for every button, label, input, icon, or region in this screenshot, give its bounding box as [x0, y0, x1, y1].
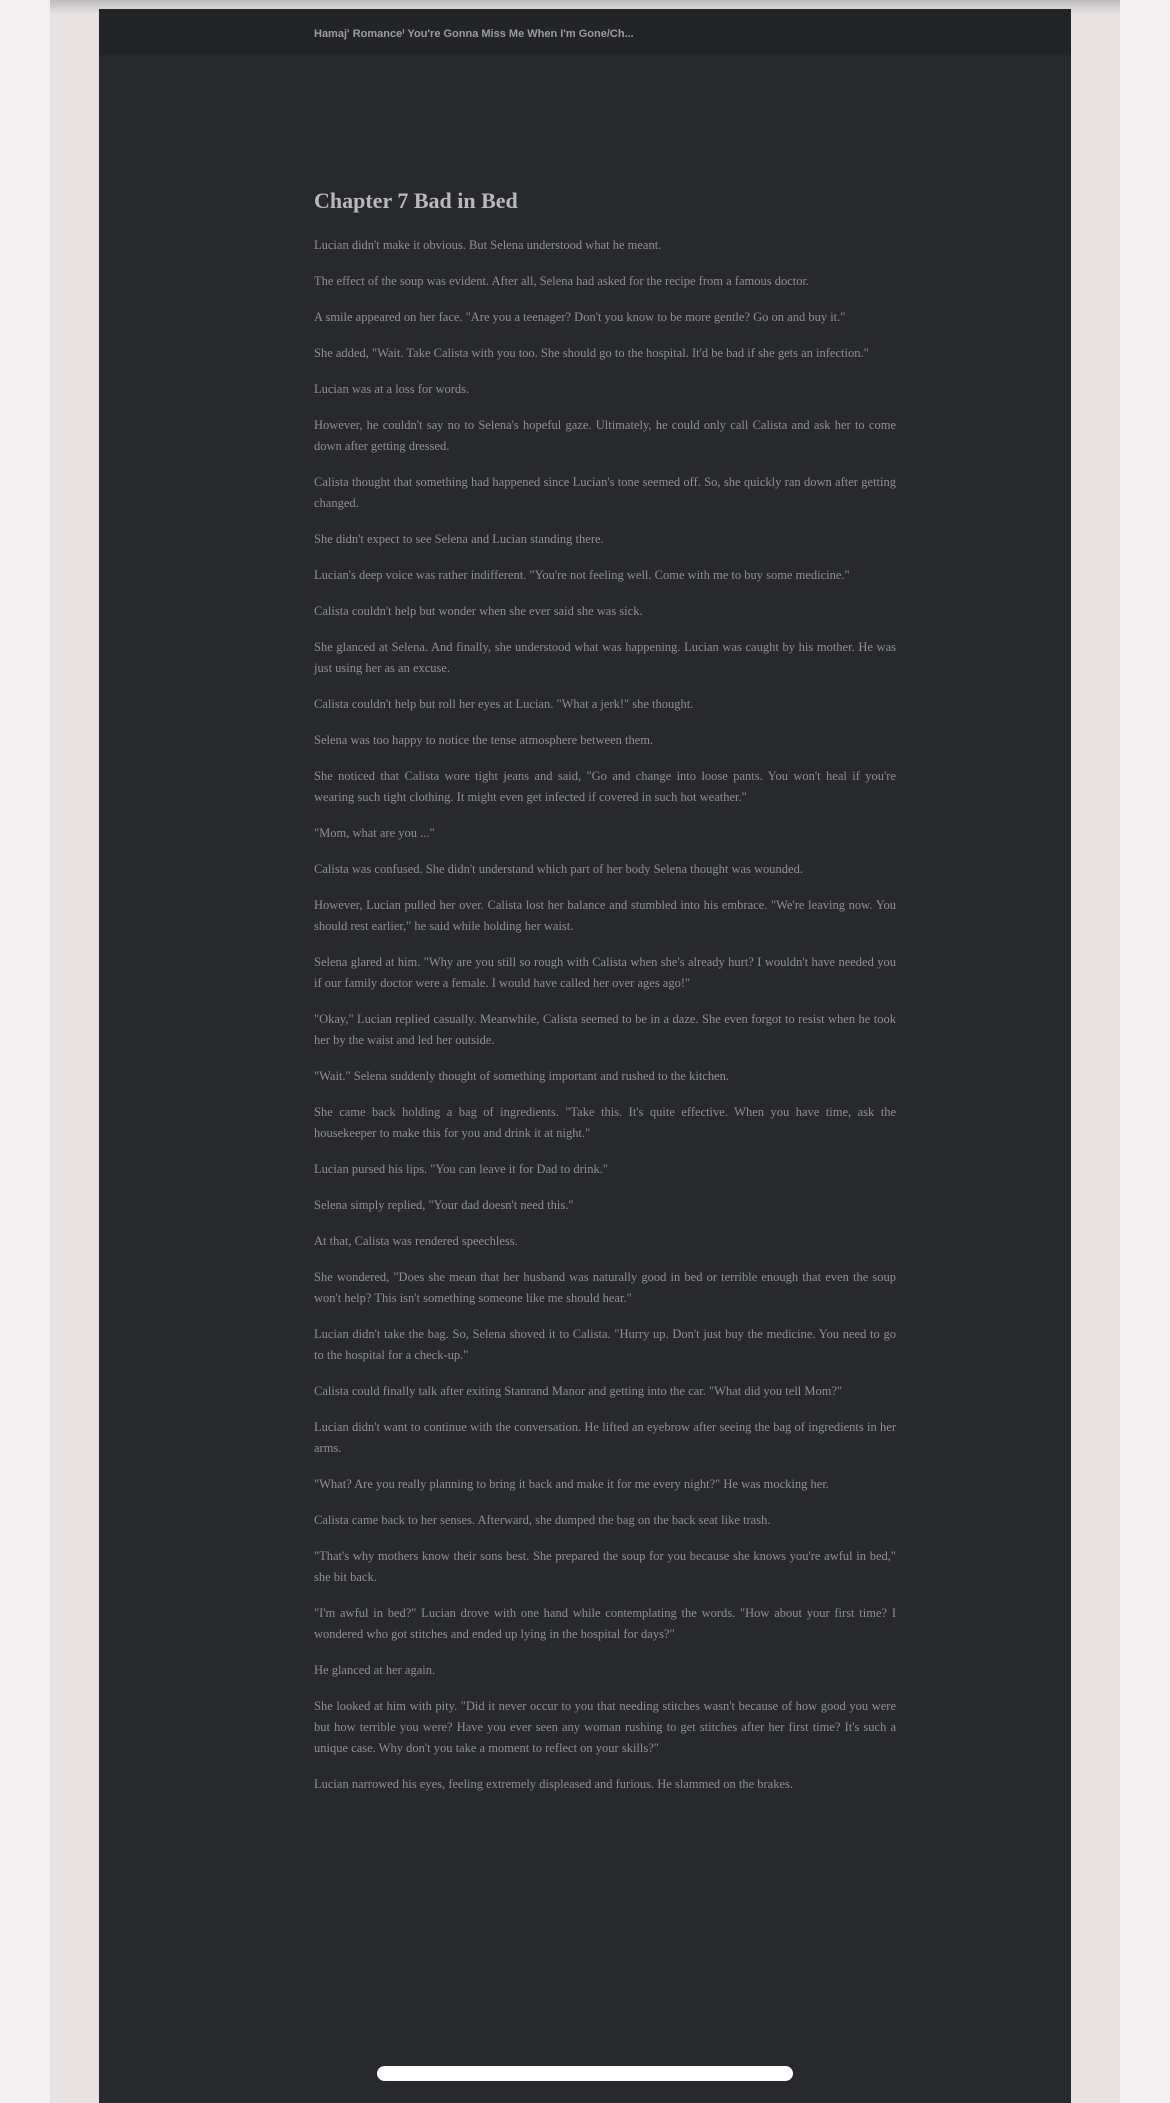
paragraph: Selena was too happy to notice the tense atmosphere between them. — [314, 733, 654, 747]
paragraph: She wondered, "Does she mean that her husband was naturally good in bed or terrible enough that even the soup won't help? This isn't something someone like me should hear." — [314, 1270, 896, 1305]
paragraph: "Mom, what are you ..." — [314, 826, 435, 840]
chapter-title: Chapter 7 Bad in Bed — [314, 188, 518, 213]
paragraph: She glanced at Selena. And finally, she understood what was happening. Lucian was caught by his mother. He was just using her as an excuse. — [314, 640, 896, 675]
paragraph: A smile appeared on her face. "Are you a teenager? Don't you know to be more gentle? Go on and buy it." — [314, 310, 846, 324]
paragraph: Calista was confused. She didn't understand which part of her body Selena thought was wounded. — [314, 862, 803, 876]
paragraph: "Wait." Selena suddenly thought of something important and rushed to the kitchen. — [314, 1069, 730, 1083]
paragraph: The effect of the soup was evident. After all, Selena had asked for the recipe from a famous doctor. — [314, 274, 810, 288]
paragraph: Calista thought that something had happened since Lucian's tone seemed off. So, she quickly ran down after getting changed. — [314, 475, 896, 510]
paragraph: Calista came back to her senses. Afterward, she dumped the bag on the back seat like trash. — [314, 1513, 771, 1527]
paragraph: At that, Calista was rendered speechless. — [314, 1234, 518, 1248]
paragraph: "Okay," Lucian replied casually. Meanwhile, Calista seemed to be in a daze. She even forgot to resist when he took her by the waist and led her outside. — [314, 1012, 896, 1047]
paragraph: Calista couldn't help but wonder when she ever said she was sick. — [314, 604, 643, 618]
reader-page[interactable] — [99, 9, 1071, 2103]
left-margin — [0, 0, 50, 2103]
paragraph: Calista couldn't help but roll her eyes at Lucian. "What a jerk!" she thought. — [314, 697, 694, 711]
paragraph: Calista could finally talk after exiting Stanrand Manor and getting into the car. "What did you tell Mom?" — [314, 1384, 843, 1398]
paragraph: Lucian didn't make it obvious. But Selena understood what he meant. — [314, 238, 662, 252]
right-margin — [1120, 0, 1170, 2103]
paragraph: She added, "Wait. Take Calista with you too. She should go to the hospital. It'd be bad if she gets an infection." — [314, 346, 869, 360]
paragraph: Lucian didn't take the bag. So, Selena shoved it to Calista. "Hurry up. Don't just buy the medicine. You need to go to the hospital for a check-up." — [314, 1327, 896, 1362]
paragraph: "What? Are you really planning to bring it back and make it for me every night?" He was mocking her. — [314, 1477, 829, 1491]
paragraph: Selena glared at him. "Why are you still so rough with Calista when she's already hurt? I wouldn't have needed you if our family doctor were a female. I would have called her over ages ago!" — [314, 955, 896, 990]
chapter-content — [314, 187, 896, 1810]
paragraph: However, Lucian pulled her over. Calista lost her balance and stumbled into his embrace. "We're leaving now. You should rest earlier," he said while holding her waist. — [314, 898, 896, 933]
paragraph: "That's why mothers know their sons best. She prepared the soup for you because she knows you're awful in bed," she bit back. — [314, 1549, 896, 1584]
paragraph: She came back holding a bag of ingredients. "Take this. It's quite effective. When you have time, ask the housekeeper to make this for you and drink it at night." — [314, 1105, 896, 1140]
paragraph: Lucian didn't want to continue with the conversation. He lifted an eyebrow after seeing the bag of ingredients in her arms. — [314, 1420, 896, 1455]
paragraph: Lucian narrowed his eyes, feeling extremely displeased and furious. He slammed on the brakes. — [314, 1777, 794, 1791]
paragraph: However, he couldn't say no to Selena's hopeful gaze. Ultimately, he could only call Calista and ask her to come down after getting dressed. — [314, 418, 896, 453]
paragraph: Lucian pursed his lips. "You can leave it for Dad to drink." — [314, 1162, 608, 1176]
paragraph: She noticed that Calista wore tight jeans and said, "Go and change into loose pants. You won't heal if you're wearing such tight clothing. It might even get infected if covered in such hot weather." — [314, 769, 896, 804]
breadcrumb[interactable]: Hamaj' Romanceⁱ You're Gonna Miss Me When I'm Gone/Ch... — [314, 28, 634, 40]
paragraph: Lucian was at a loss for words. — [314, 382, 470, 396]
home-indicator[interactable] — [377, 2066, 793, 2081]
paragraph: "I'm awful in bed?" Lucian drove with one hand while contemplating the words. "How about your first time? I wondered who got stitches and ended up lying in the hospital for days?" — [314, 1606, 896, 1641]
paragraph: He glanced at her again. — [314, 1663, 436, 1677]
paragraph: Lucian's deep voice was rather indifferent. "You're not feeling well. Come with me to buy some medicine." — [314, 568, 850, 582]
paragraph: She looked at him with pity. "Did it never occur to you that needing stitches wasn't because of how good you were but how terrible you were? Have you ever seen any woman rushing to get stitches after her first time? It's such a unique case. Why don't you take a moment to reflect on your skills?" — [314, 1699, 896, 1755]
paragraph: She didn't expect to see Selena and Lucian standing there. — [314, 532, 604, 546]
paragraph: Selena simply replied, "Your dad doesn't need this." — [314, 1198, 574, 1212]
header-bar — [99, 9, 1071, 55]
